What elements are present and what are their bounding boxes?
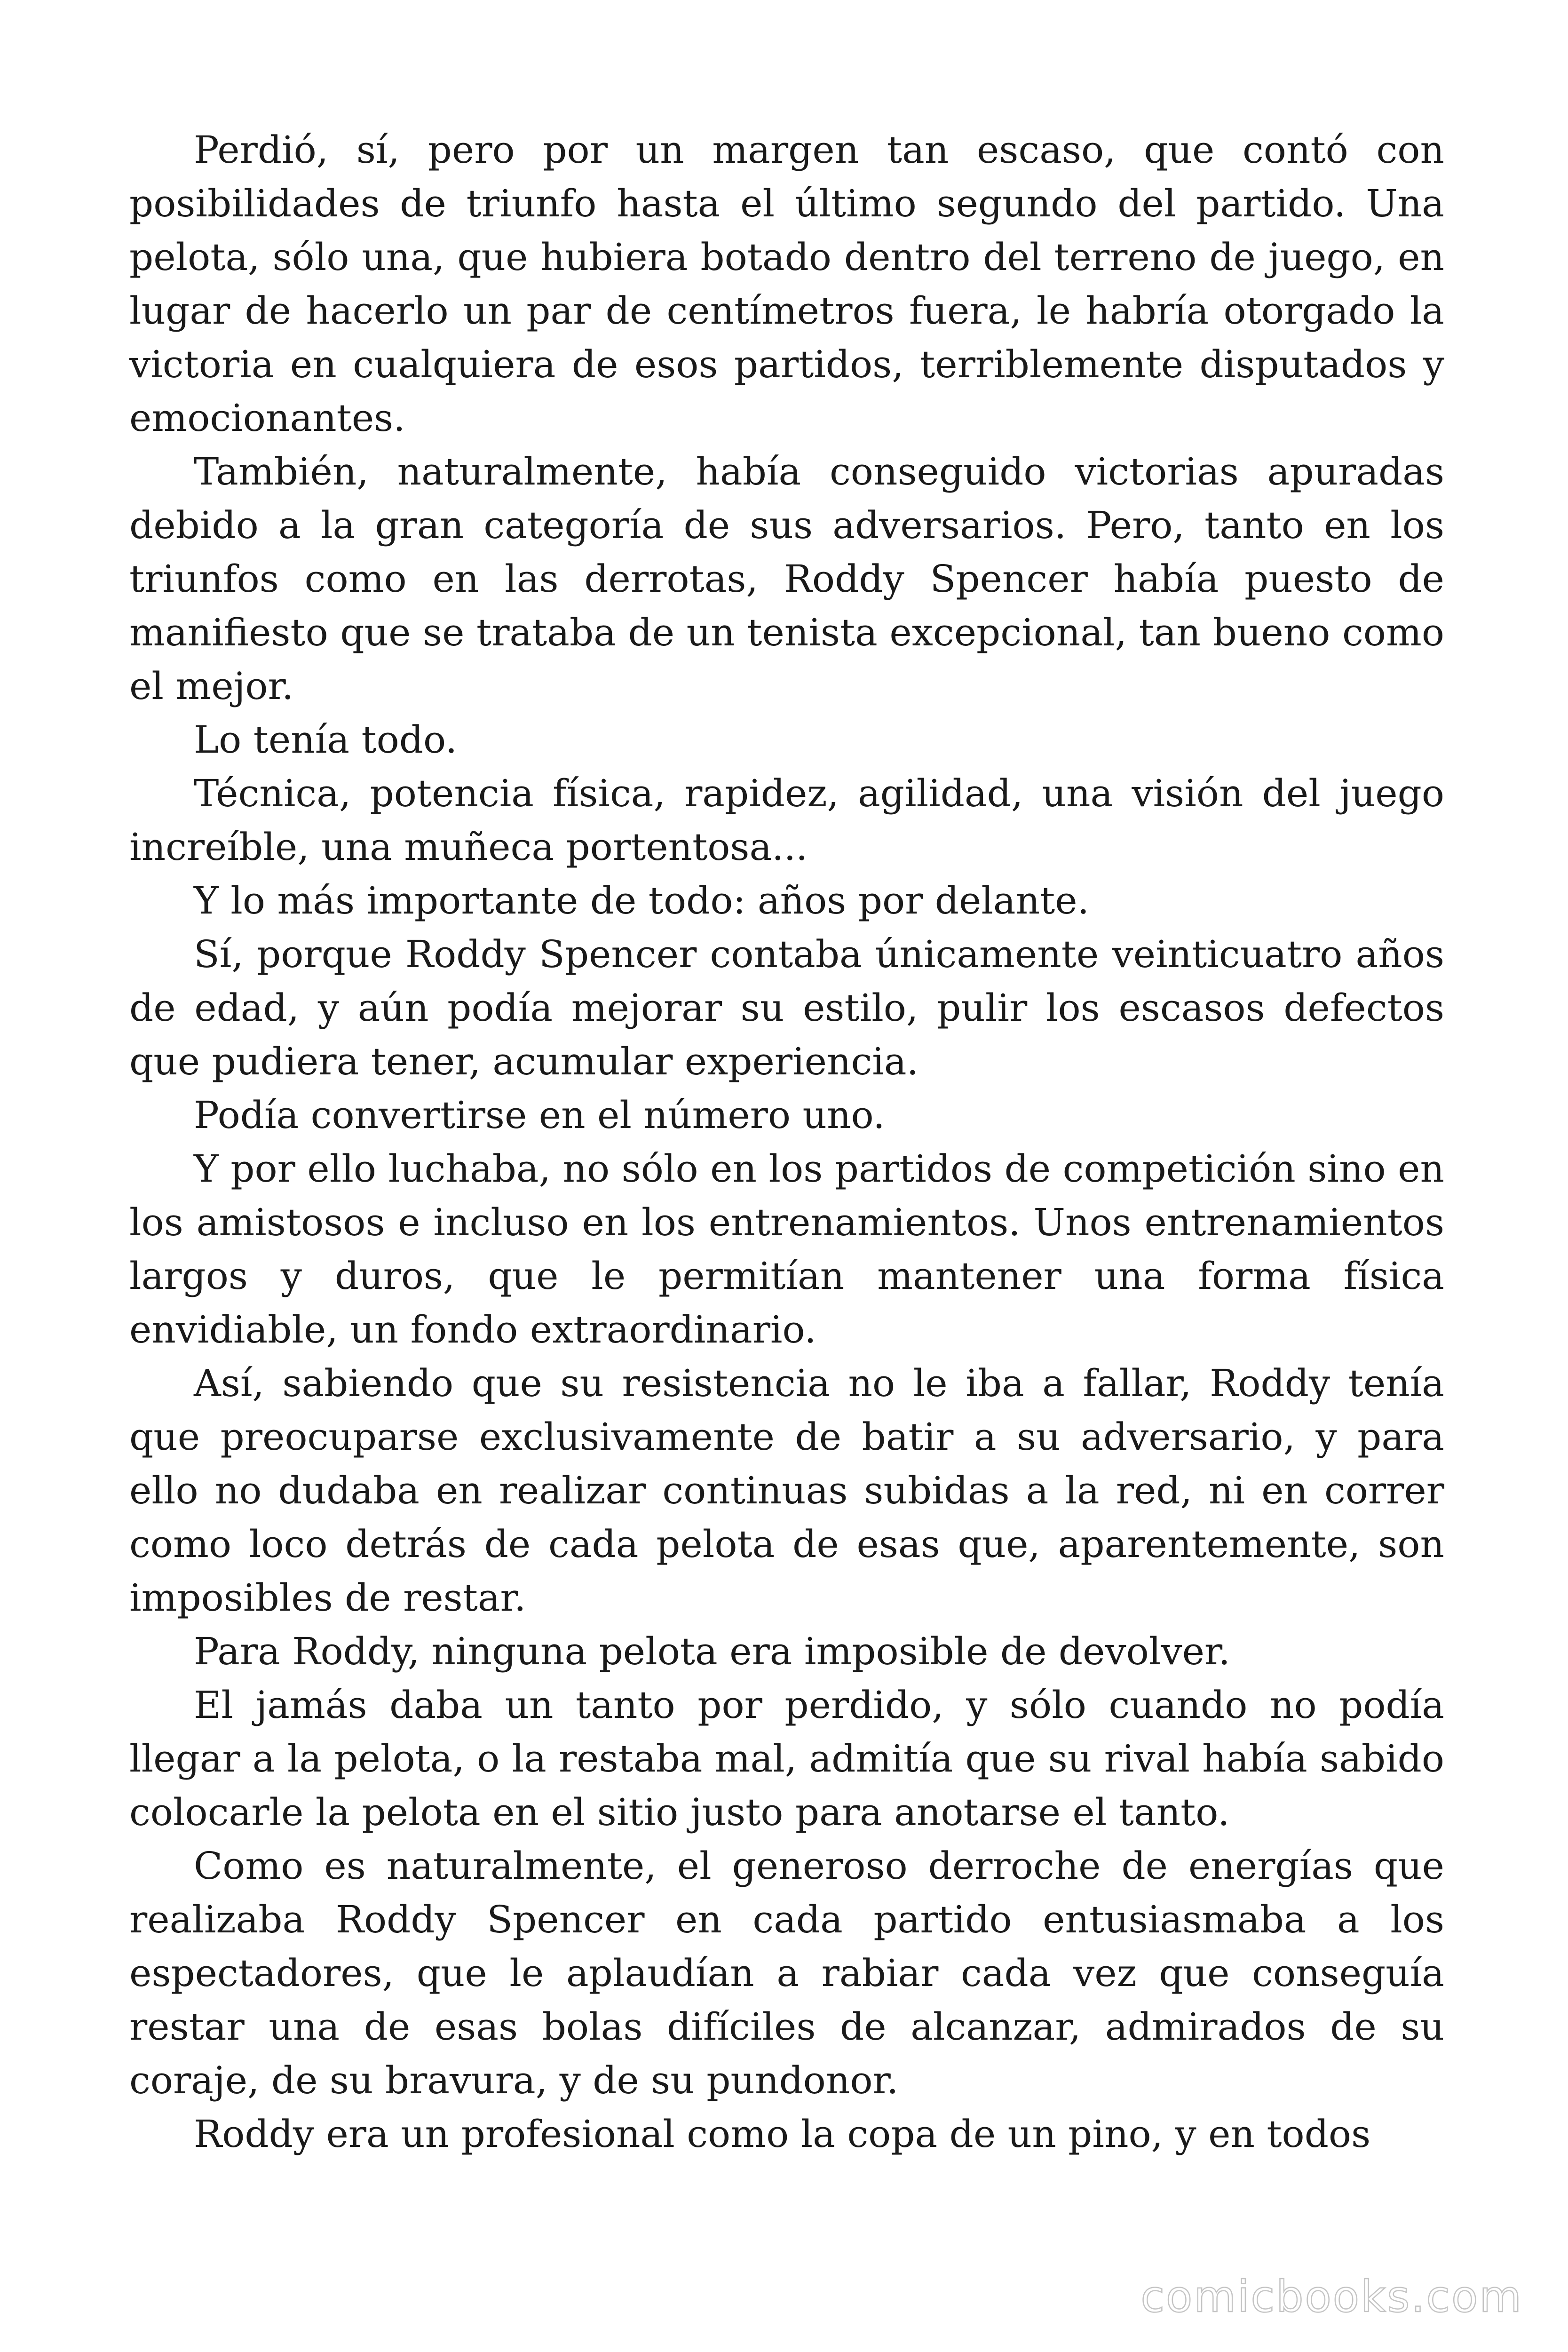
paragraph: El jamás daba un tanto por perdido, y sólo cuando no podía llegar a la pelota, o la restaba mal, admitía que su rival había sabido colocarle la pelota en el sitio justo para anotarse el tanto.	[129, 1683, 1444, 1834]
paragraph: Para Roddy, ninguna pelota era imposible de devolver.	[194, 1629, 1230, 1673]
paragraph: Técnica, potencia física, rapidez, agilidad, una visión del juego increíble, una muñeca portentosa...	[129, 771, 1444, 869]
paragraph: Como es naturalmente, el generoso derroche de energías que realizaba Roddy Spencer en cada partido entusiasmaba a los espectadores, que le aplaudían a rabiar cada vez que conseguía restar una de esas bolas difíciles de alcanzar, admirados de su coraje, de su bravura, y de su pundonor.	[129, 1844, 1444, 2102]
paragraph: Así, sabiendo que su resistencia no le iba a fallar, Roddy tenía que preocuparse exclusivamente de batir a su adversario, y para ello no dudaba en realizar continuas subidas a la red, ni en correr como loco detrás de cada pelota de esas que, aparentemente, son imposibles de restar.	[129, 1361, 1444, 1620]
paragraph: Lo tenía todo.	[194, 718, 458, 762]
paragraph: Y lo más importante de todo: años por delante.	[194, 879, 1090, 922]
watermark: comicbooks.com	[1140, 2272, 1523, 2322]
paragraph: Podía convertirse en el número uno.	[194, 1093, 885, 1137]
paragraph: También, naturalmente, había conseguido victorias apuradas debido a la gran categoría de sus adversarios. Pero, tanto en los triunfos como en las derrotas, Roddy Spencer había puesto de manifiesto que se trataba de un tenista excepcional, tan bueno como el mejor.	[129, 450, 1444, 708]
paragraph: Roddy era un profesional como la copa de un pino, y en todos	[194, 2112, 1371, 2156]
paragraph: Sí, porque Roddy Spencer contaba únicamente veinticuatro años de edad, y aún podía mejorar su estilo, pulir los escasos defectos que pudiera tener, acumular experiencia.	[129, 932, 1444, 1083]
page-body	[129, 123, 1444, 2161]
paragraph: Perdió, sí, pero por un margen tan escaso, que contó con posibilidades de triunfo hasta el último segundo del partido. Una pelota, sólo una, que hubiera botado dentro del terreno de juego, en lugar de hacerlo un par de centímetros fuera, le habría otorgado la victoria en cualquiera de esos partidos, terriblemente disputados y emocionantes.	[129, 128, 1444, 440]
paragraph: Y por ello luchaba, no sólo en los partidos de competición sino en los amistosos e incluso en los entrenamientos. Unos entrenamientos largos y duros, que le permitían mantener una forma física envidiable, un fondo extraordinario.	[129, 1147, 1444, 1351]
